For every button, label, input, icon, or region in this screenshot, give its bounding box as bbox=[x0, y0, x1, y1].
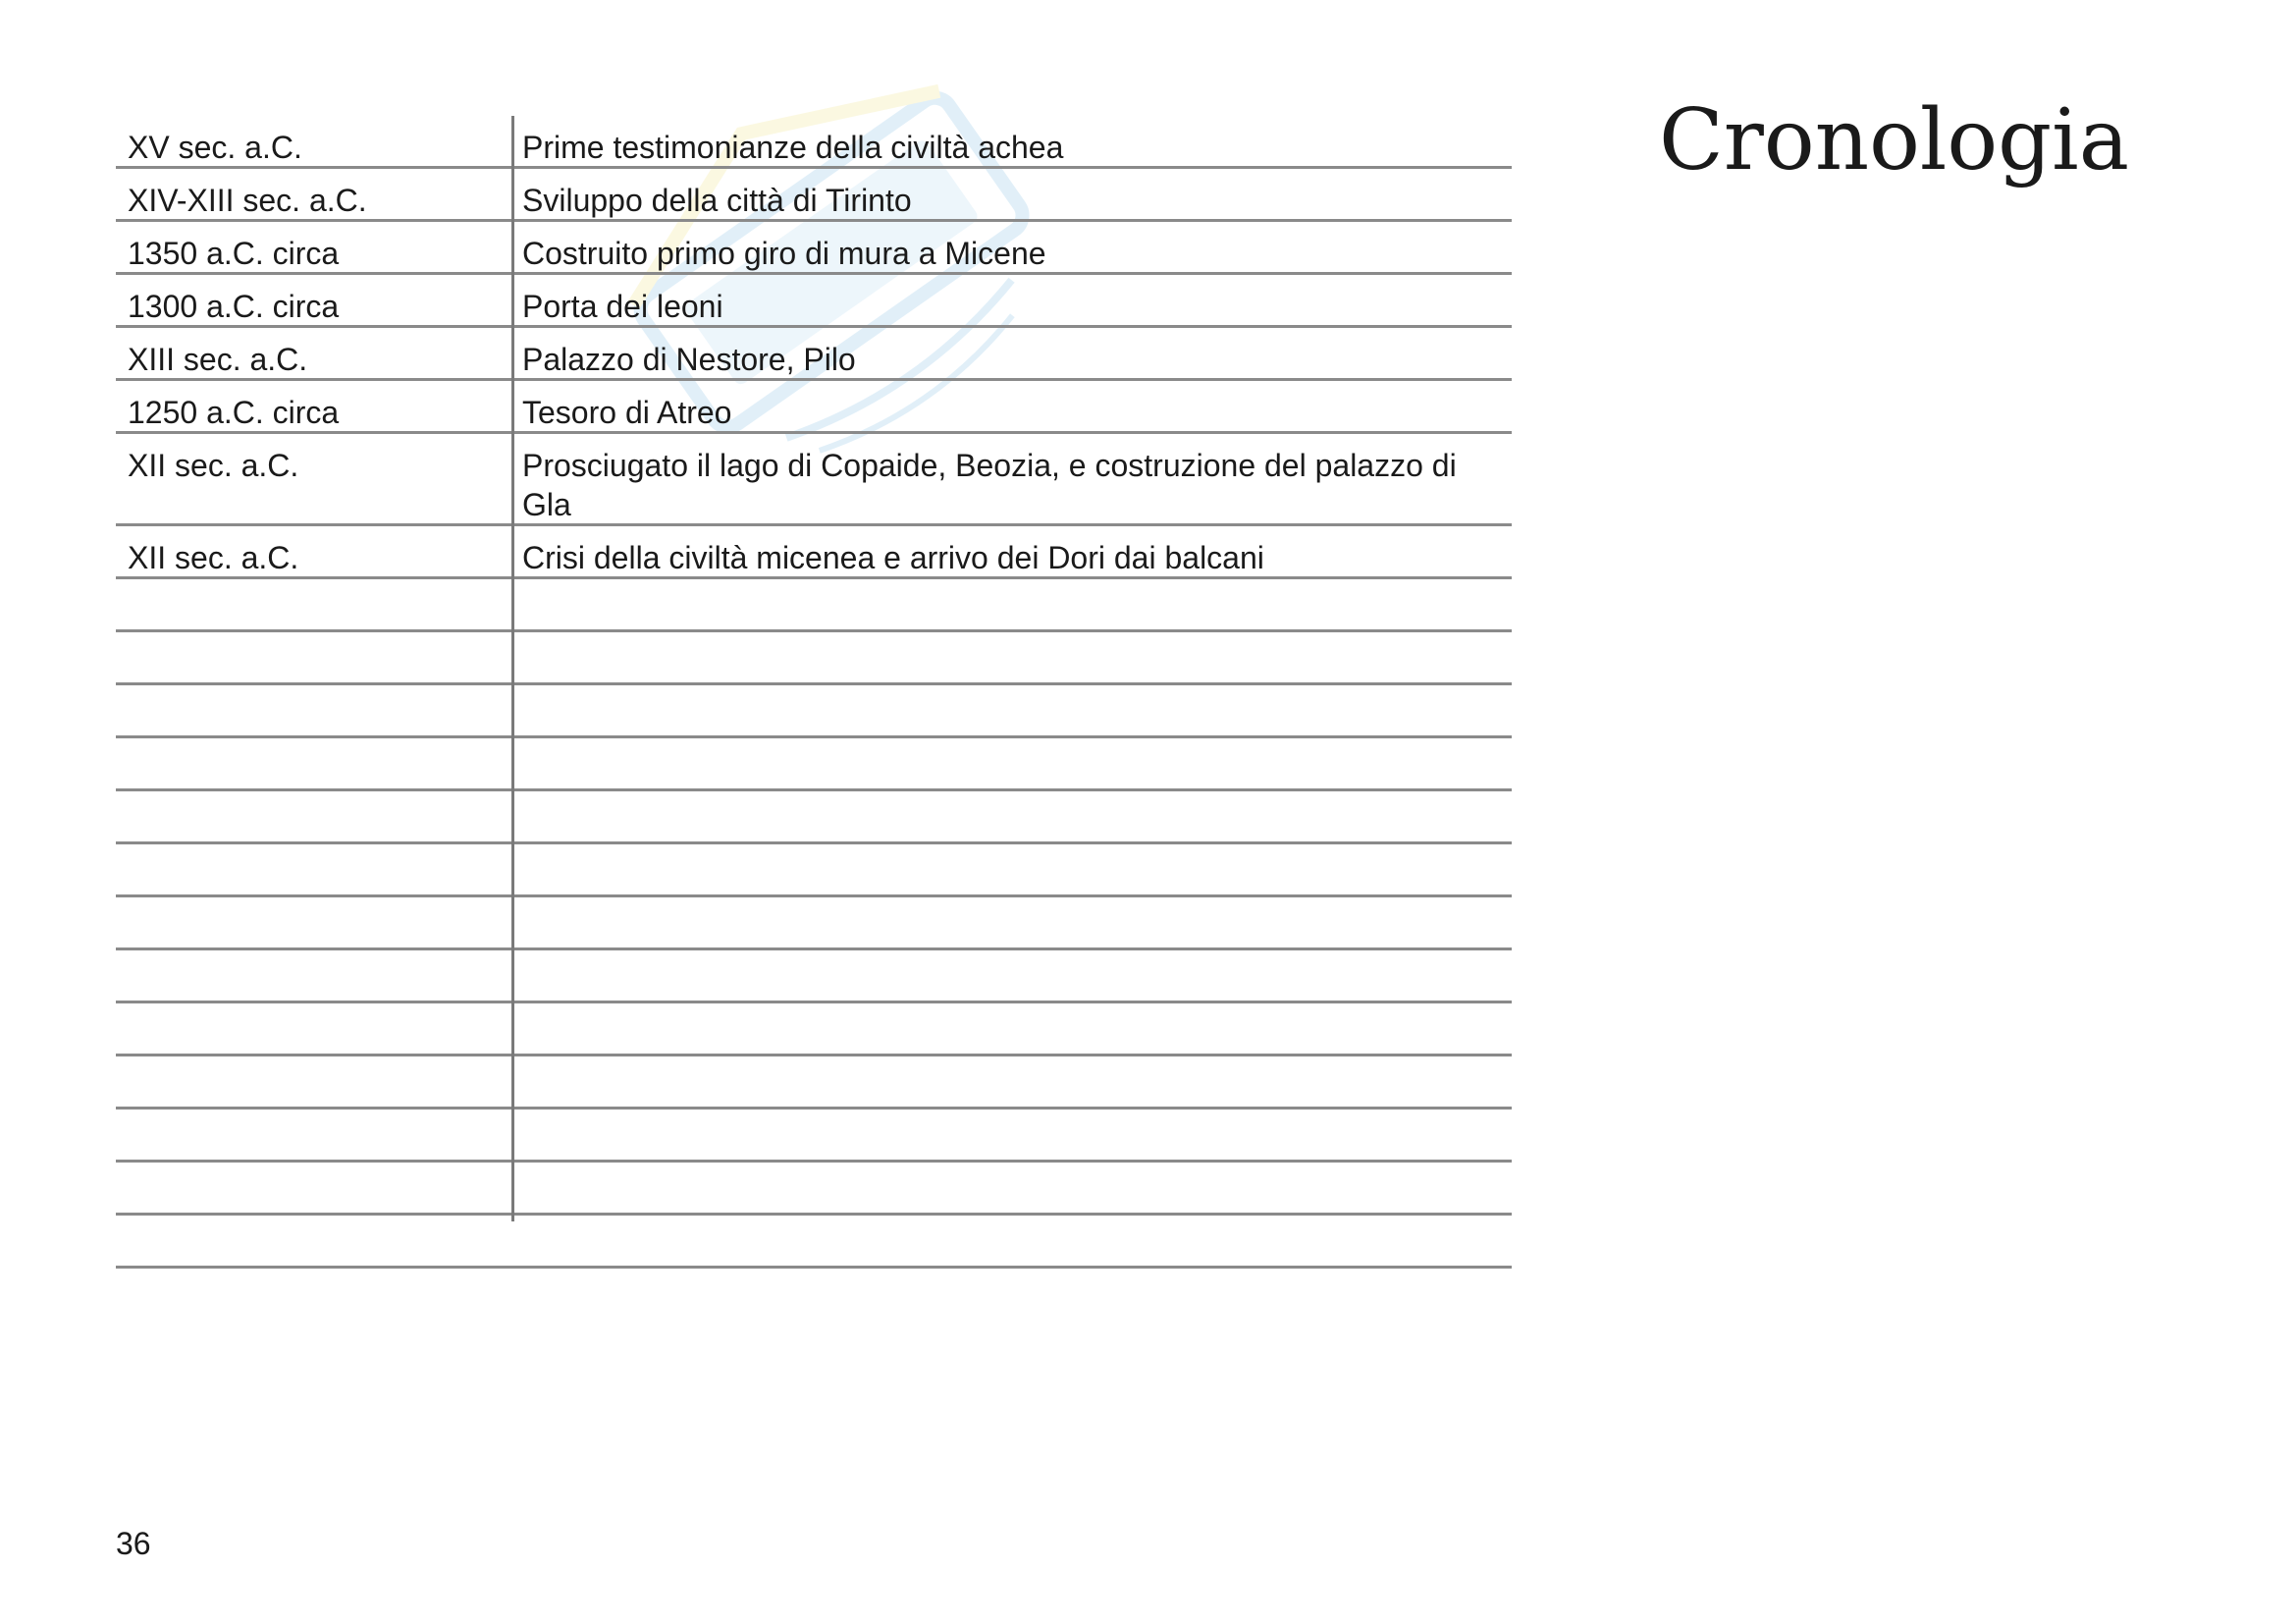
table-row bbox=[116, 1216, 1512, 1269]
table-row bbox=[116, 328, 1512, 381]
table-row bbox=[116, 222, 1512, 275]
event-cell: Sviluppo della città di Tirinto bbox=[522, 183, 912, 218]
table-row bbox=[116, 897, 1512, 950]
table-row bbox=[116, 1163, 1512, 1216]
table-row bbox=[116, 169, 1512, 222]
date-cell: 1300 a.C. circa bbox=[128, 289, 340, 324]
date-cell: XV sec. a.C. bbox=[128, 130, 302, 165]
timeline-table bbox=[116, 116, 1512, 1221]
table-row bbox=[116, 381, 1512, 434]
table-row bbox=[116, 738, 1512, 791]
table-row bbox=[116, 1110, 1512, 1163]
date-cell: 1250 a.C. circa bbox=[128, 395, 340, 430]
table-row bbox=[116, 434, 1512, 526]
page-title: Cronologia bbox=[1659, 91, 2129, 189]
table-row bbox=[116, 632, 1512, 685]
page-number: 36 bbox=[116, 1526, 151, 1561]
date-cell: XIII sec. a.C. bbox=[128, 342, 308, 377]
table-row bbox=[116, 116, 1512, 169]
table-row bbox=[116, 1056, 1512, 1110]
table-row bbox=[116, 844, 1512, 897]
event-cell: Prime testimonianze della civiltà achea bbox=[522, 130, 1064, 165]
event-cell: Palazzo di Nestore, Pilo bbox=[522, 342, 856, 377]
table-row bbox=[116, 579, 1512, 632]
event-cell: Crisi della civiltà micenea e arrivo dei Dori dai balcani bbox=[522, 540, 1264, 575]
date-cell: XIV-XIII sec. a.C. bbox=[128, 183, 367, 218]
event-cell: Prosciugato il lago di Copaide, Beozia, e costruzione del palazzo di Gla bbox=[522, 448, 1457, 522]
table-row bbox=[116, 275, 1512, 328]
date-cell: XII sec. a.C. bbox=[128, 540, 299, 575]
date-cell: 1350 a.C. circa bbox=[128, 236, 340, 271]
date-cell: XII sec. a.C. bbox=[128, 448, 299, 483]
table-row bbox=[116, 526, 1512, 579]
event-cell: Tesoro di Atreo bbox=[522, 395, 732, 430]
table-row bbox=[116, 950, 1512, 1003]
column-divider bbox=[511, 116, 514, 1221]
table-row bbox=[116, 1003, 1512, 1056]
event-cell: Porta dei leoni bbox=[522, 289, 723, 324]
table-row bbox=[116, 685, 1512, 738]
event-cell: Costruito primo giro di mura a Micene bbox=[522, 236, 1046, 271]
table-row bbox=[116, 791, 1512, 844]
